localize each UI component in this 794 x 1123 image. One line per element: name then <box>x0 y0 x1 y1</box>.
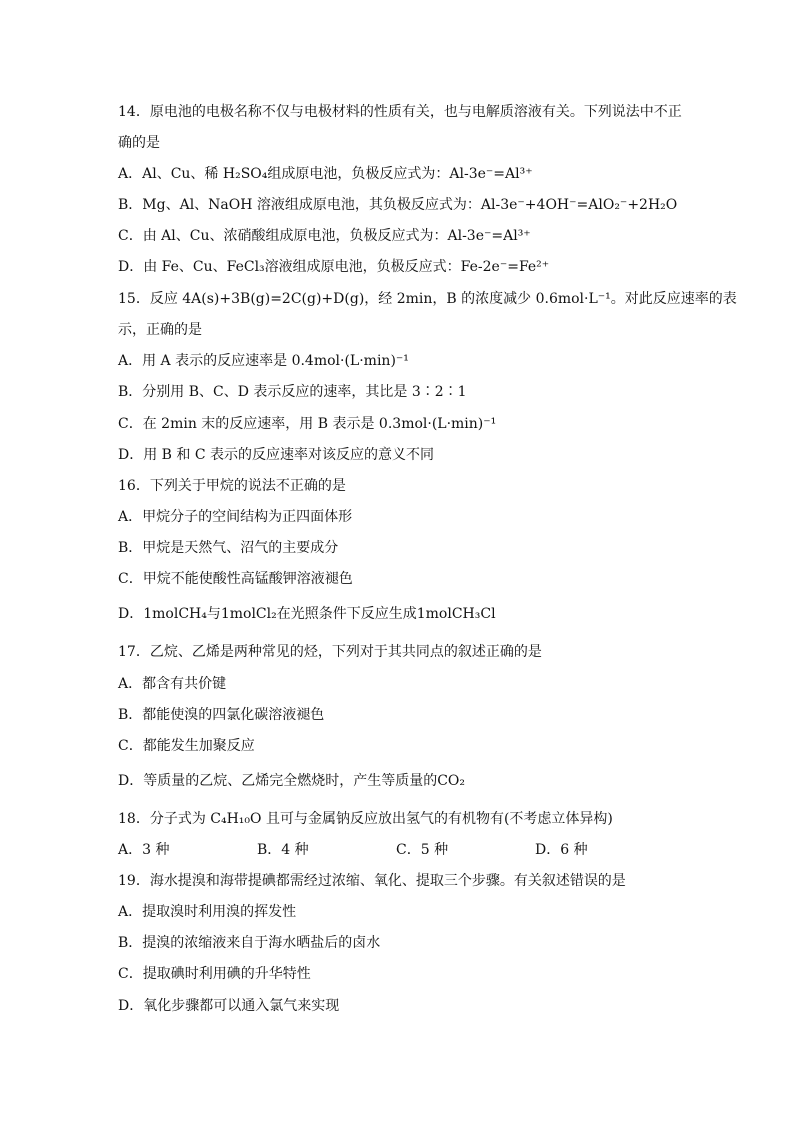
q15-option-d: D．用 B 和 C 表示的反应速率对该反应的意义不同 <box>118 447 435 463</box>
q14-option-b: B．Mg、Al、NaOH 溶液组成原电池，其负极反应式为：Al-3e⁻+4OH⁻=AlO₂⁻+2H₂O <box>118 197 678 213</box>
q16-option-b: B．甲烷是天然气、沼气的主要成分 <box>118 540 339 556</box>
q17-option-c: C．都能发生加聚反应 <box>118 738 255 754</box>
q14-stem-line1: 14．原电池的电极名称不仅与电极材料的性质有关，也与电解质溶液有关。下列说法中不正 <box>118 104 682 120</box>
q15-stem-line1: 15．反应 4A(s)+3B(g)=2C(g)+D(g)，经 2min，B 的浓度减少 0.6mol·L⁻¹。对此反应速率的表 <box>118 291 737 307</box>
q15-option-c: C．在 2min 末的反应速率，用 B 表示是 0.3mol·(L·min)⁻¹ <box>118 416 497 432</box>
q19-option-c: C．提取碘时利用碘的升华特性 <box>118 966 311 982</box>
q16-stem: 16．下列关于甲烷的说法不正确的是 <box>118 478 346 494</box>
q19-stem: 19．海水提溴和海带提碘都需经过浓缩、氧化、提取三个步骤。有关叙述错误的是 <box>118 873 626 889</box>
q14-option-a: A．Al、Cu、稀 H₂SO₄组成原电池，负极反应式为：Al-3e⁻=Al³⁺ <box>118 166 533 182</box>
q18-option-a: A．3 种 <box>118 842 170 858</box>
q15-stem-line2: 示，正确的是 <box>118 322 202 338</box>
q14-stem-line2: 确的是 <box>118 135 160 151</box>
q17-option-a: A．都含有共价键 <box>118 676 227 692</box>
q19-option-d: D．氧化步骤都可以通入氯气来实现 <box>118 998 340 1014</box>
q15-option-b: B．分别用 B、C、D 表示反应的速率，其比是 3∶2∶1 <box>118 384 467 400</box>
q16-option-c: C．甲烷不能使酸性高锰酸钾溶液褪色 <box>118 571 353 587</box>
q18-option-d: D．6 种 <box>535 842 588 858</box>
q18-option-c: C．5 种 <box>396 842 449 858</box>
q18-options-row <box>118 840 674 860</box>
q17-option-b: B．都能使溴的四氯化碳溶液褪色 <box>118 707 325 723</box>
q16-option-a: A．甲烷分子的空间结构为正四面体形 <box>118 509 353 525</box>
q19-option-a: A．提取溴时利用溴的挥发性 <box>118 904 297 920</box>
q19-option-b: B．提溴的浓缩液来自于海水晒盐后的卤水 <box>118 935 381 951</box>
q18-stem: 18．分子式为 C₄H₁₀O 且可与金属钠反应放出氢气的有机物有(不考虑立体异构) <box>118 811 613 827</box>
q15-option-a: A．用 A 表示的反应速率是 0.4mol·(L·min)⁻¹ <box>118 353 409 369</box>
q14-option-d: D．由 Fe、Cu、FeCl₃溶液组成原电池，负极反应式：Fe-2e⁻=Fe²⁺ <box>118 259 550 275</box>
q17-option-d: D．等质量的乙烷、乙烯完全燃烧时，产生等质量的CO₂ <box>118 773 466 789</box>
q18-option-b: B．4 种 <box>257 842 309 858</box>
q14-option-c: C．由 Al、Cu、浓硝酸组成原电池，负极反应式为：Al-3e⁻=Al³⁺ <box>118 228 531 244</box>
q16-option-d: D．1molCH₄与1molCl₂在光照条件下反应生成1molCH₃Cl <box>118 606 496 622</box>
q17-stem: 17．乙烷、乙烯是两种常见的烃，下列对于其共同点的叙述正确的是 <box>118 644 542 660</box>
